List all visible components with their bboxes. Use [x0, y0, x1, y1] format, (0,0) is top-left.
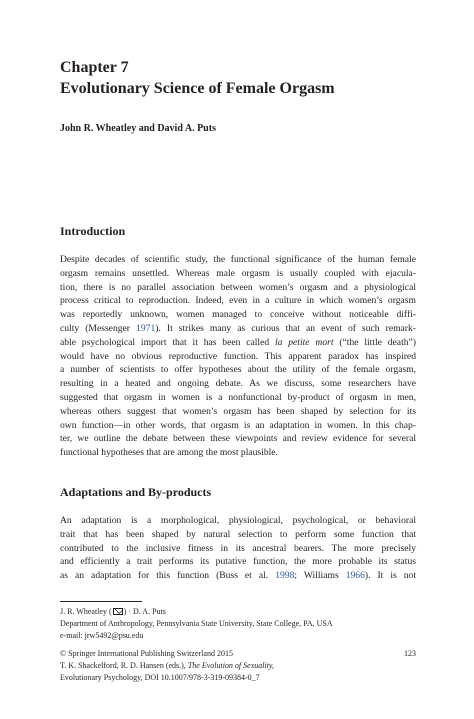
chapter-title: Evolutionary Science of Female Orgasm: [60, 80, 335, 97]
text-line: own function—in other words, that orgasm is an adaptation in women. In this chap-: [60, 419, 416, 431]
text-line: contributed to the inclusive fitness in its ancestral bearers. The more precisely: [60, 542, 416, 554]
footnote-authors: [60, 606, 166, 617]
section-heading-adaptations: Adaptations and By-products: [60, 485, 212, 499]
text-line: and efficiently a trait performs its putative function, the more probable its status: [60, 556, 416, 568]
text-run: T. K. Shackelford, R. D. Hansen (eds.),: [60, 661, 188, 670]
text-run: able psychological import that it has been called: [60, 336, 275, 348]
text-run: ) · D. A. Puts: [123, 607, 166, 616]
text-line: functional hypotheses that are among the most plausible.: [60, 447, 278, 459]
envelope-icon: [113, 608, 123, 615]
text-run: J. R. Wheatley (: [60, 607, 112, 616]
text-line: orgasm remains unsettled. Whereas male orgasm is usually coupled with ejacula-: [60, 267, 416, 279]
text-line: process critical to reproduction. Indeed, even in a culture in which women’s orgasm: [60, 295, 416, 307]
text-line: whereas others suggest that women’s orgasm has been shaped by selection for its: [60, 405, 416, 417]
text-line: Despite decades of scientific study, the functional significance of the human female: [60, 254, 416, 265]
citation-link[interactable]: 1971: [136, 322, 156, 334]
citation-link[interactable]: 1966: [345, 570, 365, 582]
text-line: a number of scientists to offer hypotheses about the utility of the female orgasm,: [60, 364, 416, 376]
text-run: ; Williams: [294, 570, 346, 582]
text-line: would have no obvious reproductive function. This apparent paradox has inspired: [60, 350, 416, 362]
text-line: trait that has been shaped by natural selection to perform some function that: [60, 528, 416, 540]
section-heading-introduction: Introduction: [60, 224, 126, 238]
adaptations-paragraph: [60, 514, 416, 583]
text-line: ter, we outline the debate between these viewpoints and review evidence for several: [60, 433, 416, 445]
chapter-label: Chapter 7: [60, 59, 129, 76]
text-line: [60, 336, 416, 350]
footnote-divider: [60, 601, 142, 602]
text-line: was reportedly unknown, women managed to conceive without noticeable diffi-: [60, 309, 416, 321]
text-line: tion, there is no parallel association between women’s orgasm and a physiological: [60, 281, 416, 293]
footnote-affiliation: Department of Anthropology, Pennsylvania State University, State College, PA, USA: [60, 619, 333, 628]
text-run: (“the little death”): [333, 336, 416, 348]
book-title: The Evolution of Sexuality,: [187, 661, 275, 670]
introduction-paragraph: [60, 253, 416, 460]
text-line: An adaptation is a morphological, physiological, psychological, or behavioral: [60, 515, 416, 526]
text-line: [60, 322, 416, 336]
text-run: culty (Messenger: [60, 322, 137, 334]
book-citation: [60, 660, 274, 671]
footnote-email: e-mail: jrw5492@psu.edu: [60, 631, 144, 640]
text-run: as an adaptation for this function (Buss et al.: [60, 570, 276, 582]
text-line: [60, 569, 416, 583]
text-run: ). It is not: [364, 570, 417, 582]
series-doi: Evolutionary Psychology, DOI 10.1007/978-3-319-09384-0_7: [60, 673, 260, 682]
copyright-line: © Springer International Publishing Switzerland 2015: [60, 649, 233, 658]
italic-phrase: la petite mort: [274, 336, 334, 348]
citation-link[interactable]: 1998: [275, 570, 295, 582]
text-run: ). It strikes many as curious that an event of such remark-: [155, 322, 416, 334]
chapter-authors: John R. Wheatley and David A. Puts: [60, 123, 216, 134]
text-line: suggested that orgasm in women is a nonfunctional by-product of orgasm in men,: [60, 391, 416, 403]
text-line: resulting in a heated and ongoing debate. As we discuss, some researchers have: [60, 378, 416, 390]
page-number: 123: [404, 649, 416, 658]
